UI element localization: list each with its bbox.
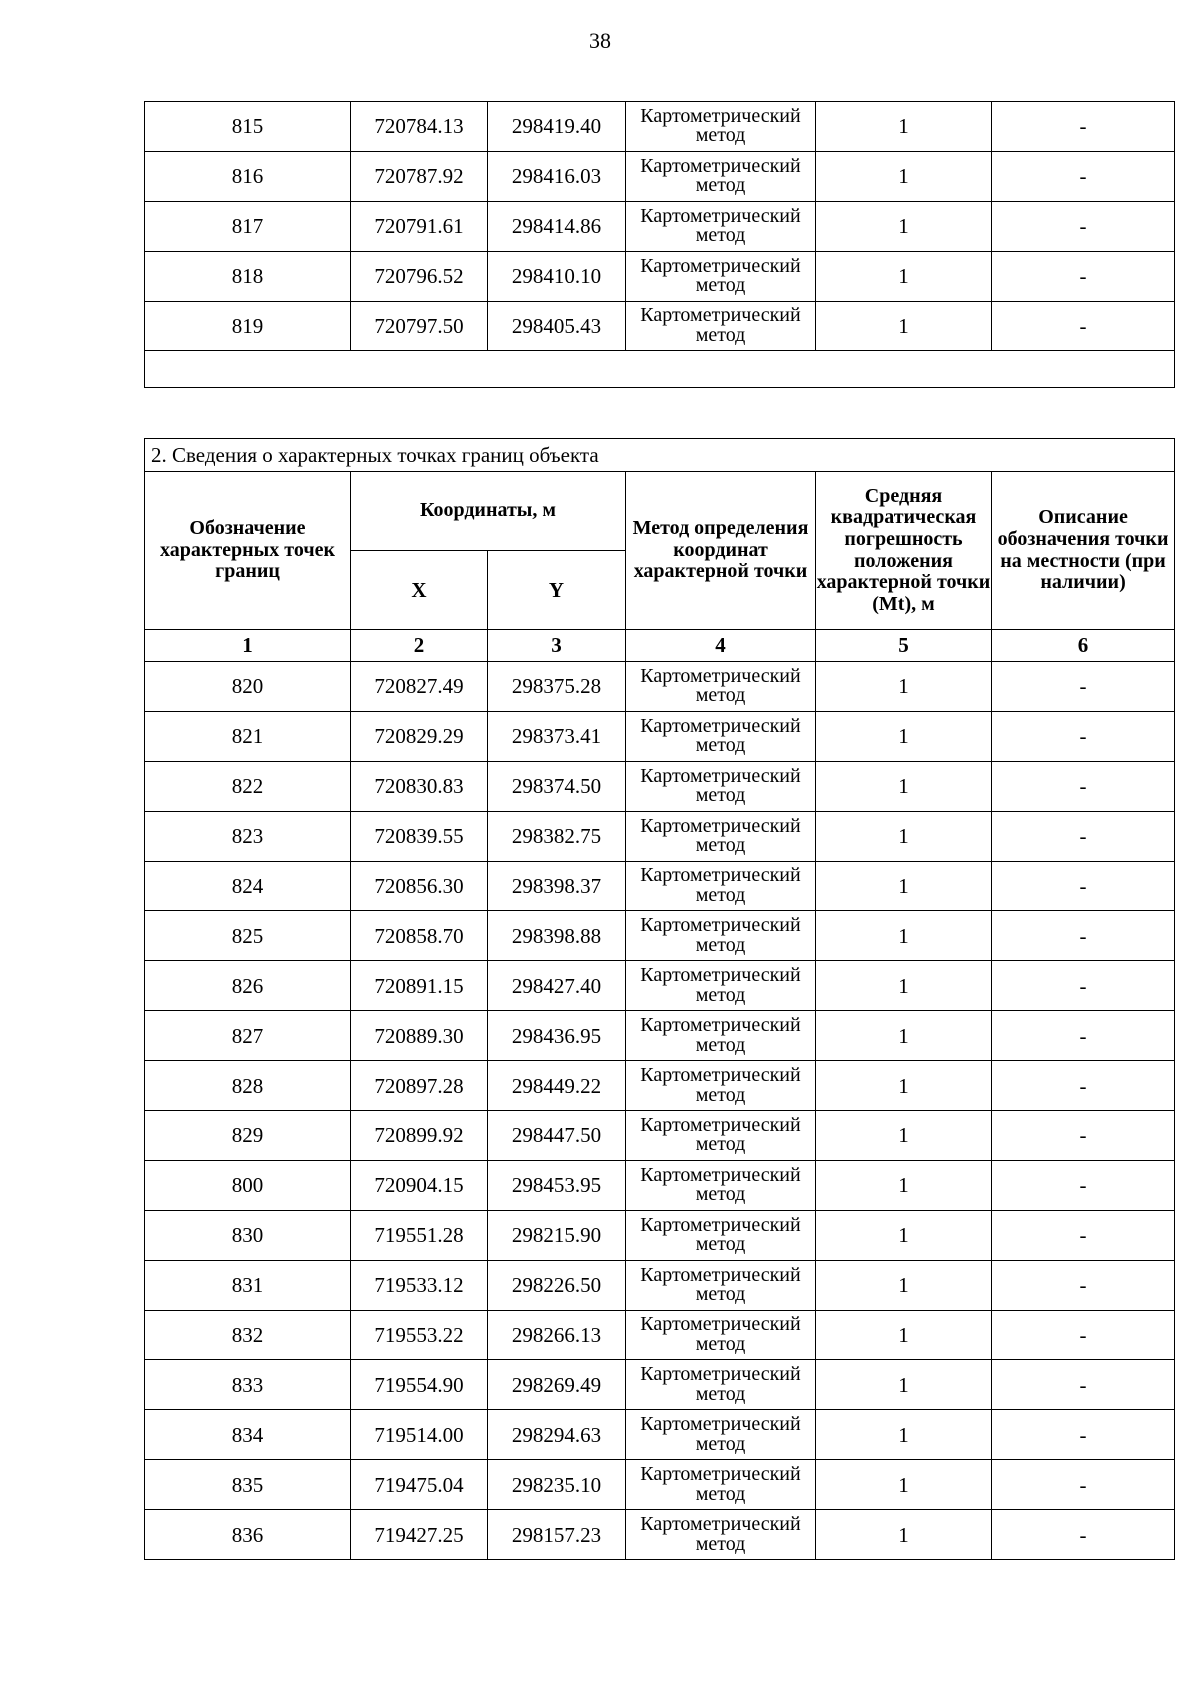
cell-coord-y: 298416.03 — [488, 151, 626, 201]
cell-coord-x: 720839.55 — [351, 811, 488, 861]
page-number: 38 — [589, 28, 611, 53]
cell-coord-x: 720827.49 — [351, 662, 488, 712]
cell-coord-x: 720897.28 — [351, 1061, 488, 1111]
cell-description: - — [992, 151, 1175, 201]
cell-method: Картометрический метод — [626, 1160, 816, 1210]
column-number: 1 — [145, 630, 351, 662]
cell-accuracy-value: 1 — [816, 1410, 992, 1460]
cell-method: Картометрический метод — [626, 1061, 816, 1111]
cell-description: - — [992, 201, 1175, 251]
cell-point-id: 818 — [145, 251, 351, 301]
header-accuracy: Средняя квадратическая погрешность положения характерной точки (Mt), м — [816, 472, 992, 630]
cell-accuracy-value: 1 — [816, 1061, 992, 1111]
cell-coord-x: 719554.90 — [351, 1360, 488, 1410]
cell-accuracy-value: 1 — [816, 761, 992, 811]
table-row — [145, 1310, 1175, 1360]
empty-row — [145, 351, 1175, 388]
cell-coord-x: 719551.28 — [351, 1210, 488, 1260]
table-row — [145, 102, 1175, 152]
table-row — [145, 911, 1175, 961]
header-x: X — [351, 551, 488, 630]
cell-description: - — [992, 911, 1175, 961]
column-number: 5 — [816, 630, 992, 662]
cell-description: - — [992, 961, 1175, 1011]
cell-method: Картометрический метод — [626, 1260, 816, 1310]
table-row — [145, 201, 1175, 251]
cell-description: - — [992, 1160, 1175, 1210]
cell-method: Картометрический метод — [626, 662, 816, 712]
table-row — [145, 1160, 1175, 1210]
header-method: Метод определения координат характерной точки — [626, 472, 816, 630]
column-number: 2 — [351, 630, 488, 662]
header-designation: Обозначение характерных точек границ — [145, 472, 351, 630]
cell-coord-y: 298375.28 — [488, 662, 626, 712]
cell-coord-y: 298414.86 — [488, 201, 626, 251]
cell-method: Картометрический метод — [626, 102, 816, 152]
cell-point-id: 830 — [145, 1210, 351, 1260]
cell-accuracy-value: 1 — [816, 1360, 992, 1410]
cell-description: - — [992, 711, 1175, 761]
cell-coord-x: 720830.83 — [351, 761, 488, 811]
cell-coord-y: 298398.88 — [488, 911, 626, 961]
cell-accuracy-value: 1 — [816, 911, 992, 961]
cell-point-id: 836 — [145, 1510, 351, 1560]
table-row — [145, 1111, 1175, 1161]
cell-coord-y: 298436.95 — [488, 1011, 626, 1061]
cell-point-id: 829 — [145, 1111, 351, 1161]
table-row — [145, 1410, 1175, 1460]
cell-point-id: 815 — [145, 102, 351, 152]
cell-description: - — [992, 761, 1175, 811]
column-number: 3 — [488, 630, 626, 662]
cell-description: - — [992, 251, 1175, 301]
cell-coord-x: 720891.15 — [351, 961, 488, 1011]
cell-coord-y: 298449.22 — [488, 1061, 626, 1111]
cell-point-id: 816 — [145, 151, 351, 201]
cell-point-id: 819 — [145, 301, 351, 351]
table-row — [145, 711, 1175, 761]
cell-method: Картометрический метод — [626, 301, 816, 351]
cell-point-id: 822 — [145, 761, 351, 811]
cell-coord-y: 298453.95 — [488, 1160, 626, 1210]
cell-point-id: 831 — [145, 1260, 351, 1310]
cell-coord-x: 720791.61 — [351, 201, 488, 251]
cell-accuracy-value: 1 — [816, 711, 992, 761]
cell-point-id: 834 — [145, 1410, 351, 1460]
table-row — [145, 861, 1175, 911]
cell-point-id: 824 — [145, 861, 351, 911]
table-row — [145, 1210, 1175, 1260]
cell-point-id: 817 — [145, 201, 351, 251]
cell-description: - — [992, 1510, 1175, 1560]
cell-description: - — [992, 1210, 1175, 1260]
cell-coord-y: 298157.23 — [488, 1510, 626, 1560]
cell-accuracy-value: 1 — [816, 301, 992, 351]
cell-coord-y: 298374.50 — [488, 761, 626, 811]
cell-coord-y: 298226.50 — [488, 1260, 626, 1310]
cell-coord-x: 719533.12 — [351, 1260, 488, 1310]
table-row — [145, 662, 1175, 712]
cell-coord-x: 720904.15 — [351, 1160, 488, 1210]
cell-description: - — [992, 861, 1175, 911]
cell-accuracy-value: 1 — [816, 102, 992, 152]
table-row — [145, 1061, 1175, 1111]
boundary-points-table — [144, 438, 1175, 1560]
cell-point-id: 832 — [145, 1310, 351, 1360]
cell-method: Картометрический метод — [626, 861, 816, 911]
cell-accuracy-value: 1 — [816, 1510, 992, 1560]
cell-accuracy-value: 1 — [816, 151, 992, 201]
cell-coord-x: 720829.29 — [351, 711, 488, 761]
table-row — [145, 151, 1175, 201]
table-row — [145, 1510, 1175, 1560]
cell-coord-y: 298410.10 — [488, 251, 626, 301]
cell-method: Картометрический метод — [626, 251, 816, 301]
cell-coord-x: 720787.92 — [351, 151, 488, 201]
cell-coord-y: 298382.75 — [488, 811, 626, 861]
empty-cell — [145, 351, 1175, 388]
cell-coord-y: 298215.90 — [488, 1210, 626, 1260]
cell-coord-x: 719514.00 — [351, 1410, 488, 1460]
cell-coord-x: 719475.04 — [351, 1460, 488, 1510]
cell-accuracy-value: 1 — [816, 1011, 992, 1061]
cell-method: Картометрический метод — [626, 1111, 816, 1161]
cell-point-id: 820 — [145, 662, 351, 712]
cell-accuracy-value: 1 — [816, 662, 992, 712]
cell-accuracy-value: 1 — [816, 1260, 992, 1310]
cell-point-id: 821 — [145, 711, 351, 761]
cell-accuracy-value: 1 — [816, 1310, 992, 1360]
table-row — [145, 961, 1175, 1011]
cell-accuracy-value: 1 — [816, 1210, 992, 1260]
cell-method: Картометрический метод — [626, 711, 816, 761]
cell-method: Картометрический метод — [626, 811, 816, 861]
cell-description: - — [992, 1011, 1175, 1061]
cell-coord-x: 719553.22 — [351, 1310, 488, 1360]
cell-coord-y: 298427.40 — [488, 961, 626, 1011]
cell-coord-y: 298405.43 — [488, 301, 626, 351]
cell-coord-y: 298294.63 — [488, 1410, 626, 1460]
cell-method: Картометрический метод — [626, 911, 816, 961]
cell-method: Картометрический метод — [626, 1310, 816, 1360]
cell-coord-y: 298398.37 — [488, 861, 626, 911]
cell-coord-x: 719427.25 — [351, 1510, 488, 1560]
cell-description: - — [992, 301, 1175, 351]
boundary-points-table-continued — [144, 101, 1175, 388]
table-row — [145, 1011, 1175, 1061]
cell-coord-x: 720889.30 — [351, 1011, 488, 1061]
cell-point-id: 826 — [145, 961, 351, 1011]
cell-accuracy-value: 1 — [816, 1460, 992, 1510]
cell-method: Картометрический метод — [626, 1011, 816, 1061]
column-number: 4 — [626, 630, 816, 662]
cell-method: Картометрический метод — [626, 201, 816, 251]
cell-method: Картометрический метод — [626, 1410, 816, 1460]
header-coordinates: Координаты, м — [351, 472, 626, 551]
cell-method: Картометрический метод — [626, 1460, 816, 1510]
cell-method: Картометрический метод — [626, 1210, 816, 1260]
cell-description: - — [992, 1310, 1175, 1360]
table-row — [145, 301, 1175, 351]
cell-coord-x: 720856.30 — [351, 861, 488, 911]
header-description: Описание обозначения точки на местности (при наличии) — [992, 472, 1175, 630]
cell-point-id: 828 — [145, 1061, 351, 1111]
cell-coord-y: 298266.13 — [488, 1310, 626, 1360]
cell-description: - — [992, 1360, 1175, 1410]
cell-description: - — [992, 1410, 1175, 1460]
cell-description: - — [992, 1260, 1175, 1310]
cell-coord-x: 720899.92 — [351, 1111, 488, 1161]
cell-coord-y: 298235.10 — [488, 1460, 626, 1510]
table-row — [145, 1360, 1175, 1410]
cell-accuracy-value: 1 — [816, 251, 992, 301]
cell-coord-y: 298447.50 — [488, 1111, 626, 1161]
cell-accuracy-value: 1 — [816, 1160, 992, 1210]
cell-point-id: 825 — [145, 911, 351, 961]
cell-method: Картометрический метод — [626, 1360, 816, 1410]
cell-description: - — [992, 1111, 1175, 1161]
table-row — [145, 1260, 1175, 1310]
table-row — [145, 761, 1175, 811]
cell-accuracy-value: 1 — [816, 1111, 992, 1161]
cell-description: - — [992, 1460, 1175, 1510]
cell-coord-y: 298269.49 — [488, 1360, 626, 1410]
cell-point-id: 800 — [145, 1160, 351, 1210]
cell-accuracy-value: 1 — [816, 861, 992, 911]
cell-description: - — [992, 1061, 1175, 1111]
cell-coord-x: 720858.70 — [351, 911, 488, 961]
cell-method: Картометрический метод — [626, 151, 816, 201]
cell-point-id: 827 — [145, 1011, 351, 1061]
table-row — [145, 811, 1175, 861]
table-caption: 2. Сведения о характерных точках границ объекта — [145, 439, 1175, 472]
cell-description: - — [992, 662, 1175, 712]
cell-coord-y: 298419.40 — [488, 102, 626, 152]
cell-description: - — [992, 811, 1175, 861]
cell-accuracy-value: 1 — [816, 811, 992, 861]
table-row — [145, 251, 1175, 301]
cell-method: Картометрический метод — [626, 961, 816, 1011]
cell-method: Картометрический метод — [626, 1510, 816, 1560]
cell-accuracy-value: 1 — [816, 961, 992, 1011]
header-y: Y — [488, 551, 626, 630]
cell-point-id: 835 — [145, 1460, 351, 1510]
table-row — [145, 1460, 1175, 1510]
cell-coord-x: 720784.13 — [351, 102, 488, 152]
cell-accuracy-value: 1 — [816, 201, 992, 251]
cell-point-id: 823 — [145, 811, 351, 861]
cell-description: - — [992, 102, 1175, 152]
cell-point-id: 833 — [145, 1360, 351, 1410]
cell-method: Картометрический метод — [626, 761, 816, 811]
column-number: 6 — [992, 630, 1175, 662]
cell-coord-y: 298373.41 — [488, 711, 626, 761]
cell-coord-x: 720797.50 — [351, 301, 488, 351]
cell-coord-x: 720796.52 — [351, 251, 488, 301]
